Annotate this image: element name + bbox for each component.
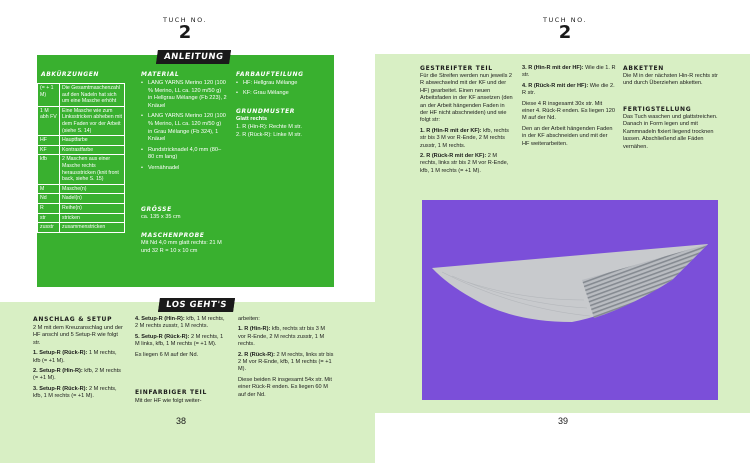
abbreviations-table [37,83,125,233]
anschlag-text [33,325,125,401]
material-list [141,80,227,173]
einfarbig-para: arbeiten: [238,316,260,322]
abk-value: Die Gesamtmaschenzahl auf den Nadeln hat sich um eine Masche erhöht [60,84,125,107]
abk-row [38,136,125,146]
anschlag-heading: ANSCHLAG & SETUP [33,316,113,323]
row-instruction: 3. R (Hin-R mit der HF): Wie die 1. R str. [522,65,616,79]
abk-row [38,223,125,233]
gestreift-column-1 [420,73,514,175]
grundmuster-line: 2. R (Rück-R): Linke M str. [236,132,302,138]
abk-key: (= + 1 M) [38,84,60,107]
row-instruction: 1. R (Hin-R): kfb, rechts str bis 3 M vor R-Ende, 2 M rechts zusstr, 1 M rechts. [238,326,326,348]
abk-row [38,145,125,155]
abk-value: stricken [60,213,125,223]
shawl-illustration [422,200,718,400]
fertigstellung-text: Das Tuch waschen und glattstreichen. Danach in Form legen und mit Kammnadeln fixiert liegend trocknen lassen. Abschließend alle Fäden vernähen. [623,114,718,150]
abk-key: Nd [38,194,60,204]
abk-row [38,184,125,194]
einfarbig-column-3 [238,316,334,399]
abk-key: KF [38,145,60,155]
abketten-text: Die M in der nächsten Hin-R rechts str und durch Überziehen abketten. [623,73,718,87]
abk-heading: ABKÜRZUNGEN [41,71,100,78]
einfarbig-text: Mit der HF wie folgt weiter- [135,398,202,404]
gestreift-text: Für die Streifen werden nun jeweils 2 R abwechselnd mit der KF und der HF) gearbeitet. Einen neuen Arbeitsfaden in der KF ansetzen (den an der Arbeit hängenden Faden in der HF nicht abschneiden) und wie folgt str: [420,73,513,124]
abk-key: 1 M abh FV [38,106,60,135]
gestreift-summary: Diese 4 R insgesamt 30x str. Mit einer 4. Rück-R enden. Es liegen 120 M auf der Nd. [522,100,615,122]
row-instruction: 2. R (Rück-R mit der KF): 2 M rechts, links str bis 2 M vor R-Ende, kfb, 1 M rechts (= +1 M). [420,153,509,174]
anleitung-tag: ANLEITUNG [156,50,231,64]
setup-row: 4. Setup-R (Hin-R): kfb, 1 M rechts, 2 M rechts zusstr, 1 M rechts. [135,316,225,330]
setup-row: 5. Setup-R (Rück-R): 2 M rechts, 1 M links, kfb, 1 M rechts (= +1 M). [135,333,224,348]
grundmuster-heading: GRUNDMUSTER [236,108,295,115]
einfarbig-heading: EINFARBIGER TEIL [135,389,208,396]
farb-item: • HF: Hellgrau Mélange [236,80,330,88]
tuch-label-right: TUCH NO. [542,16,587,24]
setup-column-2 [135,316,227,359]
groesse-text: ca. 135 x 35 cm [141,214,181,220]
groesse-heading: GRÖSSE [141,206,172,213]
page-number-right: 39 [558,416,569,426]
maschenprobe-text: Mit Nd 4,0 mm glatt rechts: 21 M und 32 R = 10 x 10 cm [141,240,222,254]
abk-value: Eine Masche wie zum Linksstricken abheben mit dem Faden vor der Arbeit (siehe S. 14) [60,106,125,135]
abketten-heading: ABKETTEN [623,65,665,72]
setup-row: 2. Setup-R (Hin-R): kfb, 2 M rechts (= +1 M). [33,368,121,382]
tuch-label: TUCH NO. [162,16,207,24]
einfarbig-summary: Diese beiden R insgesamt 54x str. Mit einer Rück-R enden. Es liegen 60 M auf der Nd. [238,376,332,398]
abk-value: zusammenstricken [60,223,125,233]
abk-value: Masche(n) [60,184,125,194]
tuch-number: 2 [178,22,192,43]
abk-value: Kontrastfarbe [60,145,125,155]
abk-key: kfb [38,155,60,184]
farb-list [236,80,330,97]
gestreift-column-2 [522,65,616,148]
material-item: • Vernähnadel [141,165,227,173]
material-item: • Rundstricknadel 4,0 mm (80–80 cm lang) [141,147,227,162]
abk-value: Hauptfarbe [60,136,125,146]
abk-value: 2 Maschen aus einer Masche rechts herausstricken (knit front back, siehe S. 15) [60,155,125,184]
setup-summary: Es liegen 6 M auf der Nd. [135,351,199,358]
setup-row: 1. Setup-R (Rück-R): 1 M rechts, kfb (= +1 M). [33,350,117,364]
material-item: • LANG YARNS Merino 120 (100 % Merino, LL ca. 120 m/50 g) in Hellgrau Mélange (Fb 223), 2 Knäuel [141,80,227,110]
abk-key: HF [38,136,60,146]
anschlag-para: 2 M mit dem Kreuzanschlag und der HF anschl und 5 Setup-R wie folgt str. [33,325,123,346]
grundmuster-line: 1. R (Hin-R): Rechte M str. [236,124,302,130]
shawl-photo [422,200,718,400]
material-heading: MATERIAL [141,71,180,78]
gestreift-heading: GESTREIFTER TEIL [420,65,493,72]
abk-row [38,84,125,107]
losgehts-tag: LOS GEHT'S [158,298,235,312]
row-instruction: 4. R (Rück-R mit der HF): Wie die 2. R str. [522,82,615,97]
abk-row [38,213,125,223]
abk-key: R [38,203,60,213]
farbaufteilung-heading: FARBAUFTEILUNG [236,71,304,78]
row-instruction: 1. R (Hin-R mit der KF): kfb, rechts str bis 3 M vor R-Ende, 2 M rechts zusstr, 1 M rechts. [420,127,509,149]
setup-row: 3. Setup-R (Rück-R): 2 M rechts, kfb, 1 M rechts (= +1 M). [33,385,117,400]
abk-row [38,203,125,213]
abk-key: M [38,184,60,194]
farb-item: • KF: Grau Mélange [236,90,330,98]
abk-row [38,106,125,135]
abk-key: str [38,213,60,223]
fertigstellung-heading: FERTIGSTELLUNG [623,106,692,113]
maschenprobe-heading: MASCHENPROBE [141,232,205,239]
row-instruction: 2. R (Rück-R): 2 M rechts, links str bis 2 M vor R-Ende, kfb, 1 M rechts (= +1 M). [238,351,334,373]
gestreift-note: Den an der Arbeit hängenden Faden in der KF abschneiden und mit der HF weiterarbeiten. [522,125,613,147]
abk-key: zusstr [38,223,60,233]
grundmuster-sub: Glatt rechts [236,116,268,122]
tuch-number-right: 2 [558,22,572,43]
abk-row [38,155,125,184]
page-number-left: 38 [176,416,187,426]
abk-row [38,194,125,204]
abk-value: Reihe(n) [60,203,125,213]
abk-value: Nadel(n) [60,194,125,204]
material-item: • LANG YARNS Merino 120 (100 % Merino, LL ca. 120 m/50 g) in Grau Mélange (Fb 324), 1 Knäuel [141,113,227,143]
